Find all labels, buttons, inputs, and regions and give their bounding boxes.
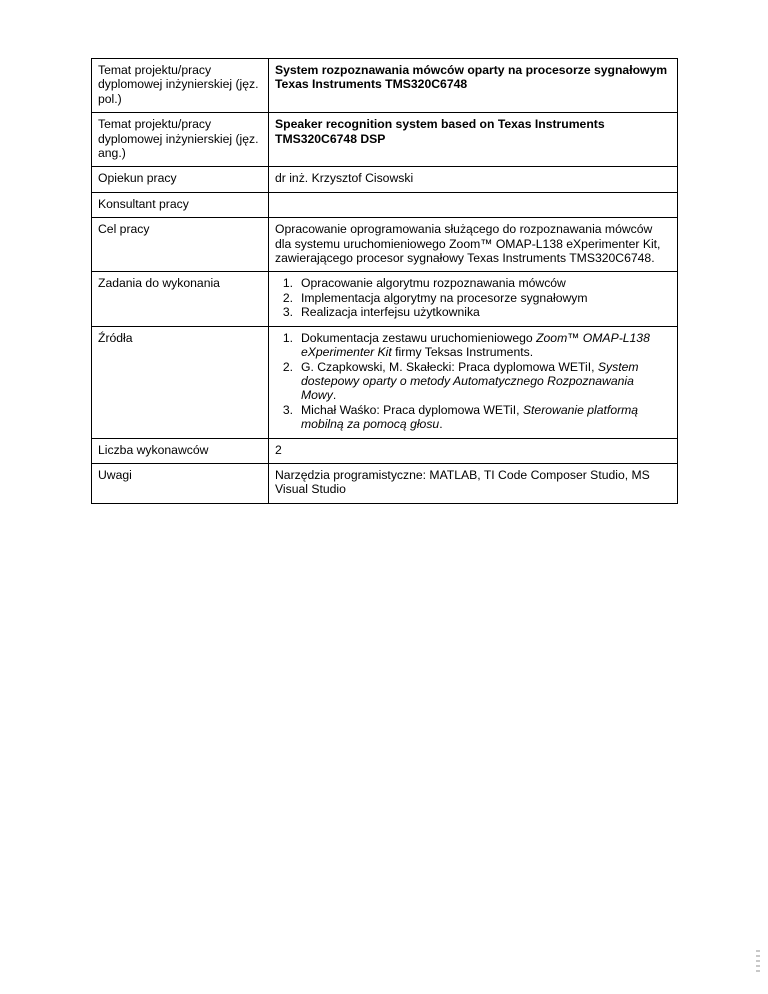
tasks-label: Zadania do wykonania <box>92 272 269 326</box>
list-item <box>275 305 671 319</box>
thesis-info-table <box>91 58 678 504</box>
count-label: Liczba wykonawców <box>92 438 269 463</box>
list-text: Realizacja interfejsu użytkownika <box>301 305 480 320</box>
source-text: . <box>332 388 337 403</box>
notes-value: Narzędzia programistyczne: MATLAB, TI Code Composer Studio, MS Visual Studio <box>269 463 678 503</box>
supervisor-label: Opiekun pracy <box>92 167 269 192</box>
list-text <box>301 331 671 360</box>
source-text: Dokumentacja zestawu uruchomieniowego <box>301 330 537 345</box>
list-number: 2. <box>282 290 293 305</box>
consultant-value <box>269 192 678 217</box>
tasks-value <box>269 272 678 326</box>
list-number: 2. <box>282 359 293 374</box>
goal-value: Opracowanie oprogramowania służącego do rozpoznawania mówców dla systemu uruchomieniowego Zoom™ OMAP-L138 eXperimenter Kit, zawierającego procesor sygnałowy Texas Instruments TMS320C6748. <box>269 218 678 272</box>
sources-value <box>269 326 678 438</box>
list-text <box>301 360 671 403</box>
notes-label: Uwagi <box>92 463 269 503</box>
consultant-label: Konsultant pracy <box>92 192 269 217</box>
source-text: Michał Waśko: Praca dyplomowa WETiI, <box>301 402 523 417</box>
list-number: 1. <box>282 330 293 345</box>
table-row <box>92 218 678 272</box>
tasks-list <box>275 276 671 319</box>
table-row <box>92 59 678 113</box>
goal-label: Cel pracy <box>92 218 269 272</box>
source-title: Sterowanie platformą mobilną za pomocą głosu <box>301 402 639 432</box>
source-title: System dostepowy oparty o metody Automatycznego Rozpoznawania Mowy <box>301 359 639 403</box>
source-text: G. Czapkowski, M. Skałecki: Praca dyplomowa WETiI, <box>301 359 598 374</box>
list-text: Implementacja algorytmy na procesorze sygnałowym <box>301 290 588 305</box>
table-row <box>92 167 678 192</box>
list-text <box>301 403 671 432</box>
source-text: . <box>439 417 443 432</box>
sources-label: Źródła <box>92 326 269 438</box>
table-row <box>92 113 678 167</box>
table-row <box>92 463 678 503</box>
list-item <box>275 276 671 290</box>
list-text: Opracowanie algorytmu rozpoznawania mówców <box>301 276 566 291</box>
list-number: 3. <box>282 305 293 320</box>
topic-en-value: Speaker recognition system based on Texas Instruments TMS320C6748 DSP <box>269 113 678 167</box>
topic-en-label: Temat projektu/pracy dyplomowej inżynierskiej (jęz. ang.) <box>92 113 269 167</box>
supervisor-value: dr inż. Krzysztof Cisowski <box>269 167 678 192</box>
sources-list <box>275 331 671 432</box>
table-row <box>92 192 678 217</box>
list-item <box>275 403 671 432</box>
count-value: 2 <box>269 438 678 463</box>
edge-scan-mark <box>756 950 762 976</box>
list-item <box>275 331 671 360</box>
list-item <box>275 291 671 305</box>
table-row <box>92 272 678 326</box>
table-row <box>92 326 678 438</box>
topic-pl-label: Temat projektu/pracy dyplomowej inżynierskiej (jęz. pol.) <box>92 59 269 113</box>
source-title: Zoom™ OMAP-L138 eXperimenter Kit <box>301 330 650 360</box>
list-number: 3. <box>282 402 293 417</box>
topic-pl-value: System rozpoznawania mówców oparty na procesorze sygnałowym Texas Instruments TMS320C6748 <box>269 59 678 113</box>
source-text: firmy Teksas Instruments. <box>391 345 534 360</box>
list-number: 1. <box>282 276 293 291</box>
list-item <box>275 360 671 403</box>
table-row <box>92 438 678 463</box>
